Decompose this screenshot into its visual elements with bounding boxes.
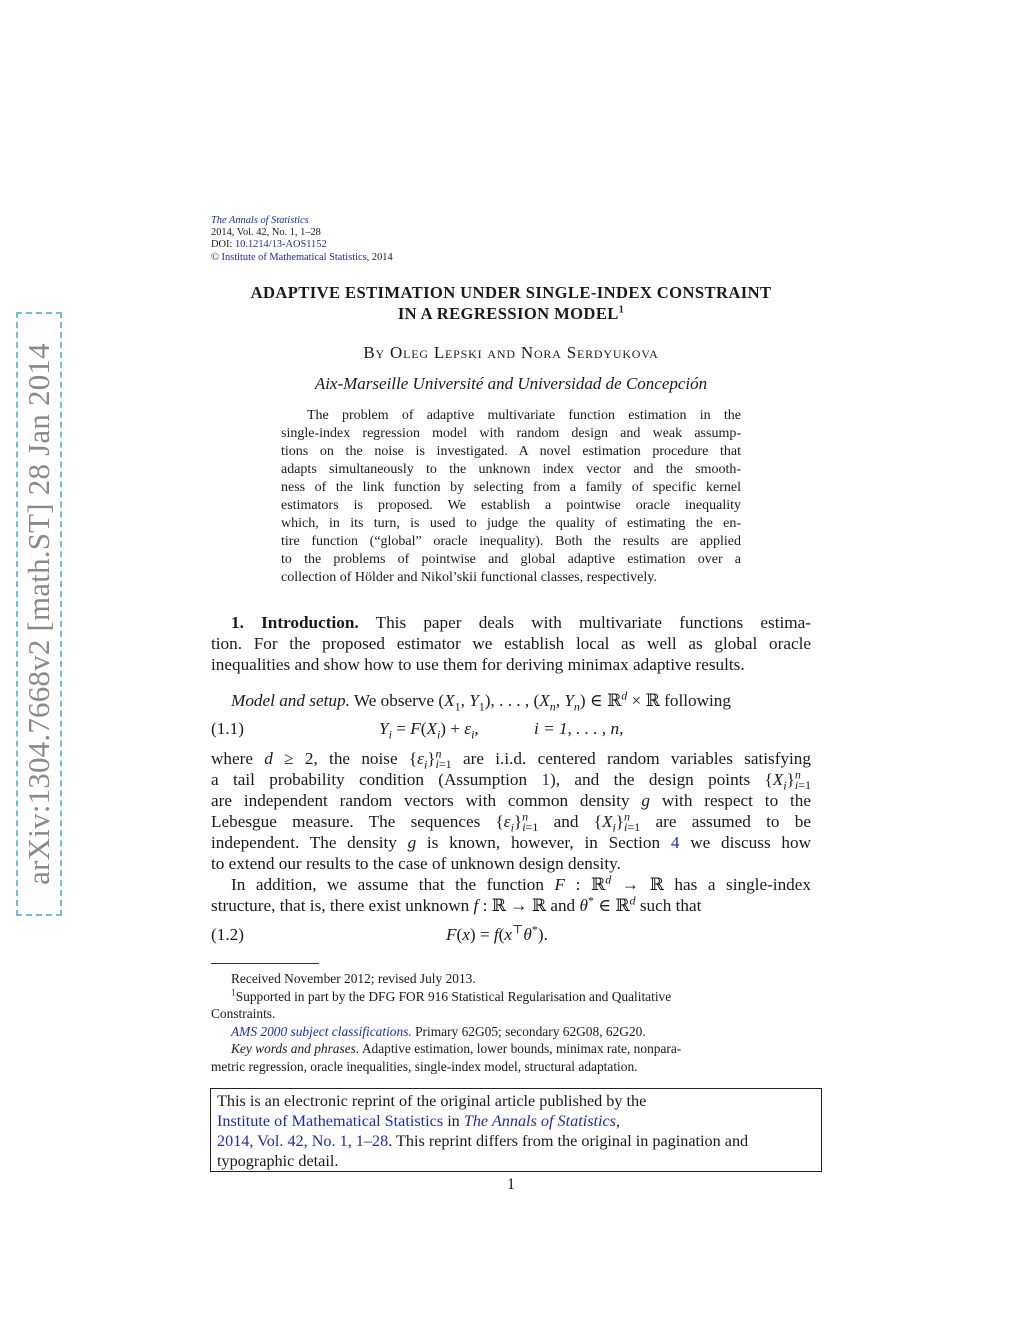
abstract-line: tire function (“global” oracle inequality). Both the results are applied bbox=[281, 534, 741, 549]
abstract-line: estimators is proposed. We establish a pointwise oracle inequality bbox=[281, 498, 741, 513]
arxiv-stamp bbox=[16, 312, 62, 916]
doi-link[interactable]: 10.1214/13-AOS1152 bbox=[234, 239, 327, 251]
journal-volume: 2014, Vol. 42, No. 1, 1–28 bbox=[211, 227, 321, 239]
reprint-publisher-link[interactable]: Institute of Mathematical Statistics bbox=[217, 1112, 444, 1130]
page-number: 1 bbox=[507, 1176, 515, 1193]
abstract-line: ness of the link function by selecting from a family of specific kernel bbox=[281, 480, 741, 495]
equation-number: (1.2) bbox=[211, 925, 244, 944]
footnote-rule bbox=[211, 963, 319, 964]
assumption-reference-link[interactable]: 1 bbox=[541, 770, 551, 789]
reprint-journal-link[interactable]: The Annals of Statistics bbox=[463, 1112, 616, 1130]
abstract-line: which, in its turn, is used to judge the quality of estimating the en- bbox=[281, 516, 741, 531]
model-setup-paragraph: Model and setup. We observe ($X_1$, $Y_1$), . . . , ($X_n$, $Y_n$) ∈ ℝ$^d$ × ℝ following bbox=[231, 688, 731, 714]
reprint-notice-box: This is an electronic reprint of the original article published by the Institute of Mathematical Statistics in The Annals of Statistics, 2014, Vol. 42, No. 1, 1–28. This reprint differs from the original in pagination and typographic detail. bbox=[210, 1088, 822, 1172]
equation-expression: F(x) = f(x⊤θ*). bbox=[446, 922, 548, 944]
title-line-2: IN A REGRESSION MODEL$^1$ bbox=[397, 304, 625, 323]
section-reference-link[interactable]: 4 bbox=[670, 833, 680, 852]
equation-1-1 bbox=[211, 719, 811, 741]
publisher-link[interactable]: Institute of Mathematical Statistics bbox=[221, 251, 367, 263]
abstract-line: The problem of adaptive multivariate function estimation in the bbox=[307, 408, 741, 423]
section-heading: 1. Introduction. bbox=[231, 613, 359, 632]
authors: By Oleg Lepski and Nora Serdyukova bbox=[363, 343, 659, 362]
footnotes bbox=[211, 970, 811, 1075]
arxiv-identifier: arXiv:1304.7668v2 [math.ST] 28 Jan 2014 bbox=[21, 343, 56, 885]
support-note: $^1$Supported in part by the DFG FOR 916 Statistical Regularisation and Qualitative bbox=[231, 988, 672, 1004]
journal-name-link[interactable]: The Annals of Statistics bbox=[211, 215, 309, 226]
journal-header bbox=[211, 215, 393, 264]
journal-copyright: © Institute of Mathematical Statistics, 2014 bbox=[211, 251, 393, 263]
title-line-1: ADAPTIVE ESTIMATION UNDER SINGLE-INDEX CONSTRAINT bbox=[250, 283, 772, 302]
single-index-paragraph: In addition, we assume that the function F : ℝ$^d$ → ℝ has a single-index structure, that is, there exist unknown f : ℝ → ℝ and θ* ∈ ℝ$^d$ such that bbox=[211, 872, 811, 915]
model-assumptions-paragraph: where d ≥ 2, the noise $\{\varepsilon_i\}^n_{i=1}$ are i.i.d. centered random variables satisfying a tail probability condition (Assumption 1), and the design points $\{X_i\}^n_{i=1}$ are independent random vectors with common density g with respect to the Lebesgue measure. The sequences $\{\varepsilon_i\}^n_{i=1}$ and $\{X_i\}^n_{i=1}$ are assumed to be independent. The density g is known, however, in Section 4 we discuss how to extend our results to the case of unknown design density. bbox=[211, 746, 812, 873]
paragraph-label: Model and setup. bbox=[231, 691, 350, 710]
affiliation: Aix-Marseille Université and Universidad de Concepción bbox=[314, 374, 708, 393]
abstract-line: single-index regression model with random design and weak assump- bbox=[281, 426, 741, 441]
abstract bbox=[281, 407, 741, 587]
equation-expression: $Y_i = F(X_i) + \varepsilon_i$, bbox=[379, 719, 479, 742]
introduction-paragraph: 1. Introduction. This paper deals with multivariate functions estima- tion. For the proposed estimator we establish local as well as global oracle inequalities and show how to use them for deriving minimax adaptive results. bbox=[211, 613, 811, 674]
equation-1-2 bbox=[211, 922, 811, 947]
support-note-cont: Constraints. bbox=[211, 1006, 276, 1021]
reprint-issue-link[interactable]: 2014, Vol. 42, No. 1, 1–28 bbox=[217, 1132, 389, 1150]
paper-title bbox=[211, 282, 811, 324]
abstract-line: adapts simultaneously to the unknown index vector and the smooth- bbox=[281, 462, 741, 477]
title-footnote-mark[interactable]: 1 bbox=[618, 304, 625, 316]
abstract-line: tions on the noise is investigated. A novel estimation procedure that bbox=[281, 444, 741, 459]
journal-doi: DOI: 10.1214/13-AOS1152 bbox=[211, 239, 327, 251]
keywords-cont: metric regression, oracle inequalities, single-index model, structural adaptation. bbox=[211, 1058, 638, 1074]
abstract-line: collection of Hölder and Nikol’skii functional classes, respectively. bbox=[281, 570, 657, 585]
ams-classification: AMS 2000 subject classifications. Primary 62G05; secondary 62G08, 62G20. bbox=[231, 1023, 646, 1039]
abstract-line: to the problems of pointwise and global adaptive estimation over a bbox=[281, 552, 741, 567]
received-note: Received November 2012; revised July 2013. bbox=[231, 971, 476, 986]
equation-index-range: i = 1, . . . , n, bbox=[534, 719, 624, 738]
keywords: Key words and phrases. Adaptive estimation, lower bounds, minimax rate, nonpara- bbox=[231, 1041, 682, 1056]
ams-classification-link[interactable]: AMS 2000 subject classifications. bbox=[231, 1023, 412, 1039]
equation-number: (1.1) bbox=[211, 719, 244, 738]
